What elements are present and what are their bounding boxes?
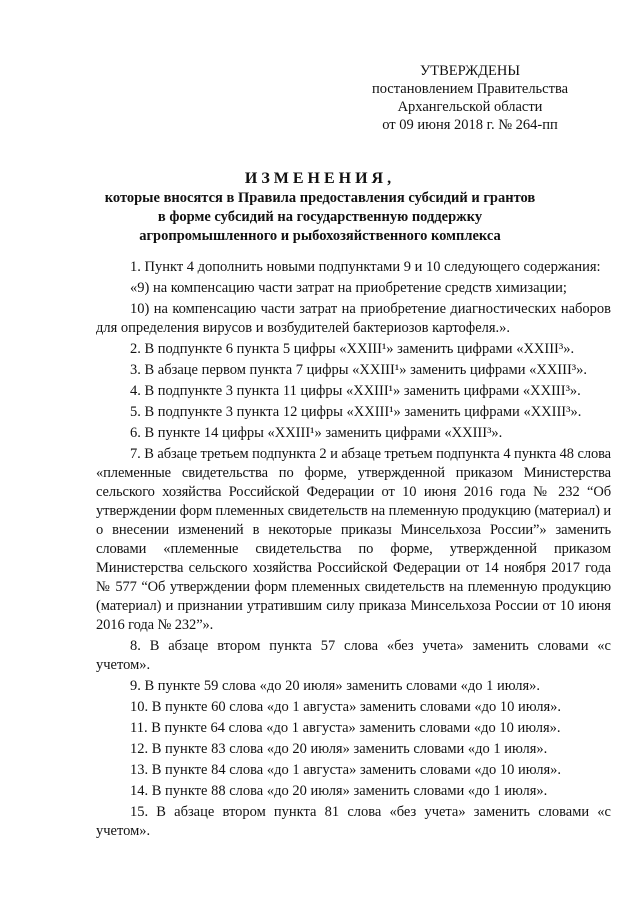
- approved-region-line: Архангельской области: [397, 99, 543, 115]
- title-main: ИЗМЕНЕНИЯ,: [244, 170, 396, 187]
- paragraph-8: 8. В абзаце втором пункта 57 слова «без учета» заменить словами «с учетом».: [96, 638, 611, 673]
- paragraph-1: 1. Пункт 4 дополнить новыми подпунктами 9 и 10 следующего содержания:: [130, 259, 601, 275]
- paragraph-10: 10. В пункте 60 слова «до 1 августа» заменить словами «до 10 июля».: [130, 699, 562, 715]
- approval-stamp: [360, 62, 580, 134]
- document-body: [96, 258, 611, 841]
- approved-heading: УТВЕРЖДЕНЫ: [419, 63, 521, 79]
- title-line-1: которые вносятся в Правила предоставления субсидий и грантов: [104, 190, 536, 206]
- paragraph-11: 11. В пункте 64 слова «до 1 августа» заменить словами «до 10 июля».: [130, 720, 561, 736]
- paragraph-15: 15. В абзаце втором пункта 81 слова «без учета» заменить словами «с учетом».: [96, 804, 611, 839]
- approved-by-line: постановлением Правительства: [371, 81, 569, 97]
- paragraph-13: 13. В пункте 84 слова «до 1 августа» заменить словами «до 10 июля».: [130, 762, 562, 778]
- title-line-2: в форме субсидий на государственную поддержку: [157, 209, 483, 225]
- paragraph-12: 12. В пункте 83 слова «до 20 июля» заменить словами «до 1 июля».: [130, 741, 548, 757]
- paragraph-6: 6. В пункте 14 цифры «ХХIII¹» заменить цифрами «ХХIII³».: [130, 425, 503, 441]
- paragraph-3: 3. В абзаце первом пункта 7 цифры «ХХIII¹» заменить цифрами «ХХIII³».: [130, 362, 587, 378]
- paragraph-4: 4. В подпункте 3 пункта 11 цифры «ХХIII¹» заменить цифрами «ХХIII³».: [130, 383, 581, 399]
- title-line-3: агропромышленного и рыбохозяйственного комплекса: [139, 228, 501, 244]
- paragraph-9: 9. В пункте 59 слова «до 20 июля» заменить словами «до 1 июля».: [130, 678, 541, 694]
- paragraph-1-sub-10: 10) на компенсацию части затрат на приобретение диагностических наборов для определения вирусов и возбудителей бактериозов картофеля.».: [96, 301, 611, 336]
- paragraph-2: 2. В подпункте 6 пункта 5 цифры «ХХIII¹» заменить цифрами «ХХIII³».: [130, 341, 575, 357]
- paragraph-5: 5. В подпункте 3 пункта 12 цифры «ХХIII¹» заменить цифрами «ХХIII³».: [130, 404, 582, 420]
- paragraph-1-sub-9: «9) на компенсацию части затрат на приобретение средств химизации;: [130, 280, 567, 296]
- paragraph-7: 7. В абзаце третьем подпункта 2 и абзаце третьем подпункта 4 пункта 48 слова «племенные свидетельства по форме, утвержденной приказом Министерства сельского хозяйства Российской Федерации от 10 июня 2016 года № 232 “Об утверждении форм племенных свидетельств на племенную продукцию (материал) и о внесении изменений в некоторые приказы Минсельхоза России”» заменить словами «племенные свидетельства по форме, утвержденной приказом Министерства сельского хозяйства Российской Федерации от 14 ноября 2017 года № 577 “Об утверждении форм племенных свидетельств на племенную продукцию (материал) и признании утратившим силу приказа Минсельхоза России от 10 июня 2016 года № 232”».: [96, 446, 611, 633]
- document-title: [60, 169, 580, 246]
- paragraph-14: 14. В пункте 88 слова «до 20 июля» заменить словами «до 1 июля».: [130, 783, 548, 799]
- approved-date-line: от 09 июня 2018 г. № 264-пп: [382, 117, 558, 133]
